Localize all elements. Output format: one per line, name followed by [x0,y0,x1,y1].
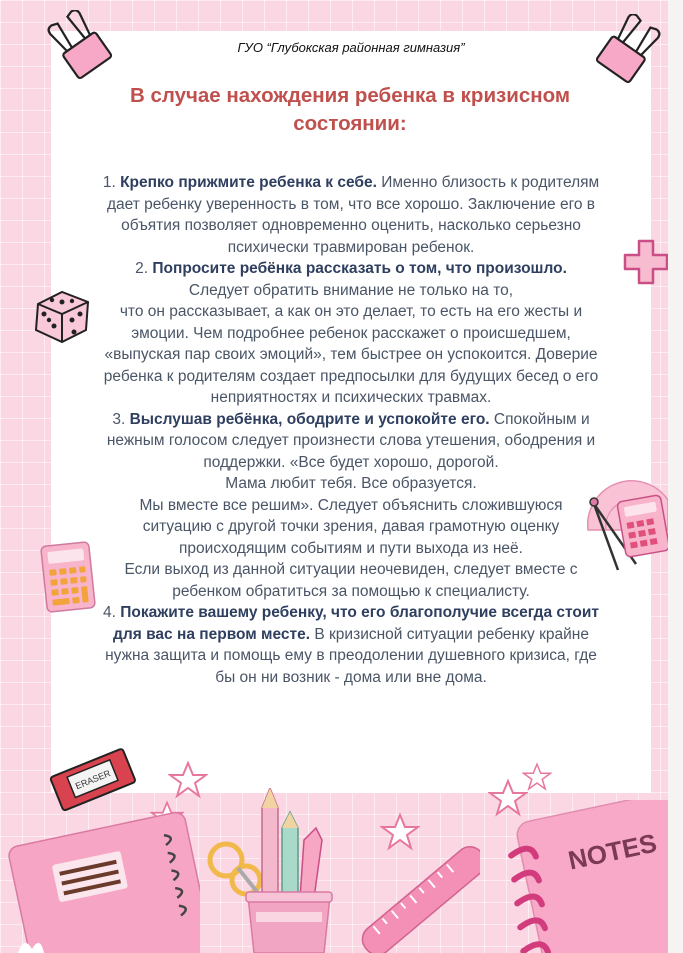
paragraph-3-line-5: Мы вместе все решим». Следует объяснить сложившуюся [139,496,563,514]
paragraph-3-line-2: нежным голосом следует произнести слова утешения, ободрения и [106,432,596,449]
eraser-label: ERASER [73,768,112,792]
title-line-1: В случае нахождения ребенка в кризисном [129,84,571,107]
notebook-icon [0,810,200,953]
paragraph-1-line-4: психически травмирован ребенок. [227,238,475,256]
pencil-cup-icon [200,788,340,953]
paragraph-3-line-4: Мама любит тебя. Все образуется. [225,475,477,492]
paragraph-1-line-1 [56,172,646,194]
advice-text [56,172,646,688]
title-line-2: состоянии: [293,112,407,135]
paragraph-3-line-7: происходящим событиям и пути выхода из неё. [179,539,523,557]
paragraph-4-heading-1: Покажите вашему ребенку, что его благополучие всегда стоит [120,604,599,621]
paragraph-4-line-1 [56,602,646,624]
paragraph-2-line-2: Следует обратить внимание не только на то, [188,281,514,299]
star-icon [522,762,552,792]
paragraph-3-line-3: поддержки. «Все будет хорошо, дорогой. [203,453,499,471]
paragraph-3-heading: Выслушав ребёнка, ободрите и успокойте его. [129,410,490,428]
notes-book-icon [500,800,668,953]
paragraph-1-number: 1. [102,174,116,191]
paragraph-3-text: Спокойным и [489,410,590,428]
paragraph-4-line-2 [56,624,646,646]
paragraph-2-line-6: ребенка к родителям создает предпосылки для будущих бесед о его [103,367,599,385]
paragraph-3-number: 3. [112,410,126,428]
paragraph-1-heading: Крепко прижмите ребенка к себе. [120,174,377,191]
ruler-icon [360,834,480,953]
paragraph-1-text: Именно близость к родителям [376,174,600,191]
paragraph-4-line-4: бы он ни возник - дома или вне дома. [215,668,487,686]
paragraph-2-line-1 [56,258,646,280]
paragraph-1-line-3: объятия позволяет одновременно оценить, насколько серьезно [121,217,581,234]
paragraph-3-line-6: ситуацию с другой точки зрения, давая грамотную оценку [142,518,560,535]
paragraph-2-line-7: неприятностях и психических травмах. [210,389,492,406]
paragraph-3-line-8: Если выход из данной ситуации неочевиден, следует вместе с [124,561,578,578]
paragraph-4-number: 4. [103,604,116,621]
paragraph-2-heading: Попросите ребёнка рассказать о том, что произошло. [152,260,567,277]
paragraph-3-line-9: ребенком обратиться за помощью к специалисту. [172,582,530,600]
notes-label: NOTES [565,827,660,876]
eraser-icon [44,740,140,820]
page-title [80,82,620,138]
paragraph-4-heading-2: для вас на первом месте. [113,625,311,643]
paragraph-2-number: 2. [135,260,149,277]
paragraph-4-line-3: нужна защита и помощь ему в преодолении душевного кризиса, где [105,647,597,664]
paragraph-2-line-5: «выпуская пар своих эмоций», тем быстрее он успокоится. Доверие [104,346,598,363]
paragraph-4-text: В кризисной ситуации ребенку крайне [310,625,589,643]
paragraph-1-line-2: дает ребенку уверенность в том, что все хорошо. Заключение его в [106,195,596,213]
paragraph-3-line-1 [56,409,646,431]
paragraph-2-line-3: что он рассказывает, а как он это делает, то есть на его жесты и [119,303,583,320]
school-name: ГУО “Глубокская районная гимназия” [237,40,465,55]
paragraph-2-line-4: эмоции. Чем подробнее ребенок расскажет о происшедшем, [131,324,571,342]
